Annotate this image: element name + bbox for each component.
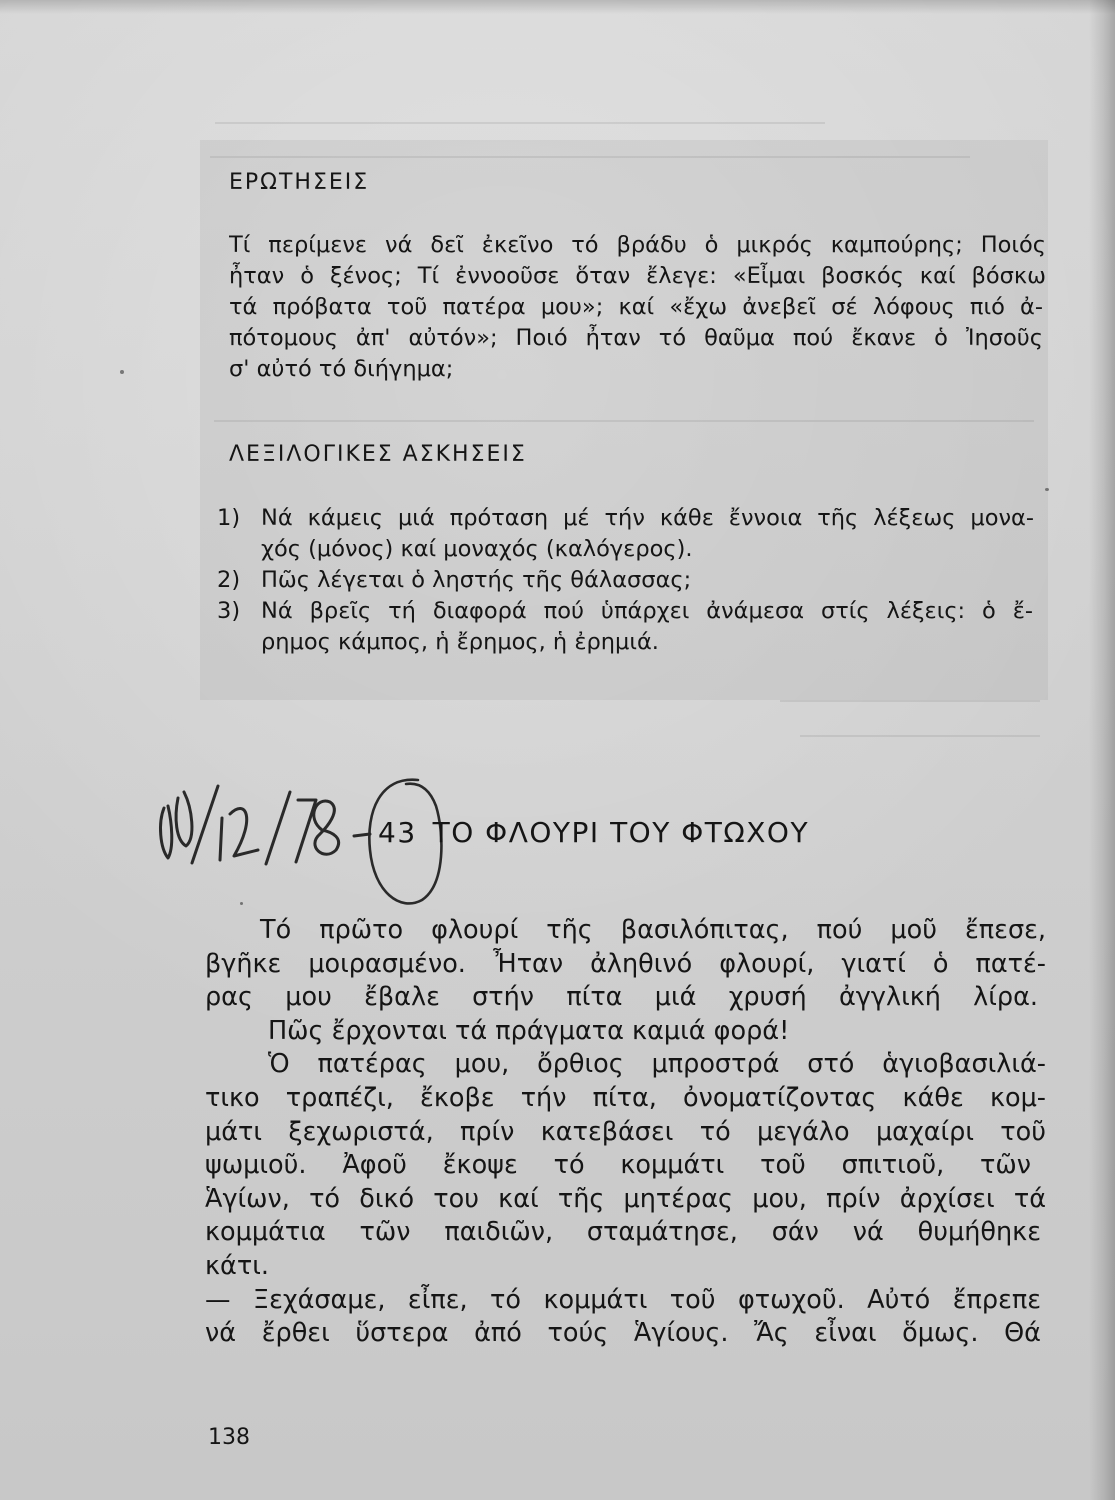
page-number: 138 [208,1425,250,1450]
story-line: ρας μου ἔβαλε στήν πίτα μιά χρυσή ἀγγλική λίρα. [205,982,1038,1013]
story-line: — Ξεχάσαμε, εἶπε, τό κομμάτι τοῦ φτωχοῦ. Αὐτό ἔπρεπε [205,1284,1041,1315]
question-line: ἦταν ὁ ξένος; Τί ἐννοοῦσε ὅταν ἔλεγε: «Εἶμαι βοσκός καί βόσκω [229,263,1046,289]
story-line: Ὁ πατέρας μου, ὄρθιος μπροστρά στό ἁγιοβασιλιά- [268,1049,1046,1080]
exercise-line: Πῶς λέγεται ὁ ληστής τῆς θάλασσας; [261,567,692,593]
exercise-number: 1) [217,505,241,531]
story-line: μάτι ξεχωριστά, πρίν κατεβάσει τό μεγάλο μαχαίρι τοῦ [205,1116,1046,1147]
story-line: κάτι. [205,1250,269,1281]
story-line: κομμάτια τῶν παιδιῶν, σταμάτησε, σάν νά θυμήθηκε [205,1217,1041,1248]
scan-shadow-top [0,0,1115,14]
exercise-item [217,596,1047,658]
exercises-heading: ΛΕΞΙΛΟΓΙΚΕΣ ΑΣΚΗΣΕΙΣ [229,442,527,467]
story-line: τικο τραπέζι, ἔκοβε τήν πίτα, ὀνοματίζοντας κάθε κομ- [205,1082,1046,1113]
questions-heading: ΕΡΩΤΗΣΕΙΣ [229,170,370,195]
chapter-title [378,816,809,849]
scan-speck [1045,488,1049,491]
question-line: Τί περίμενε νά δεῖ ἐκεῖνο τό βράδυ ὁ μικρός καμπούρης; Ποιός [229,232,1046,258]
exercise-number: 3) [217,598,241,624]
story-line: Πῶς ἔρχονται τά πράγματα καμιά φορά! [268,1015,790,1046]
bleed-through-line [780,700,1040,702]
story-line: νά ἔρθει ὕστερα ἀπό τούς Ἁγίους. Ἄς εἶναι ὅμως. Θά [205,1318,1041,1349]
chapter-number: 43 [378,816,417,849]
story-line: Ἁγίων, τό δικό του καί τῆς μητέρας μου, πρίν ἀρχίσει τά [205,1183,1046,1214]
question-line: πότομους ἀπ' αὐτόν»; Ποιό ἦταν τό θαῦμα πού ἔκανε ὁ Ἰησοῦς [229,325,1043,351]
scan-shadow-right [1089,0,1115,1500]
question-line: τά πρόβατα τοῦ πατέρα μου»; καί «ἔχω ἀνεβεῖ σέ λόφους πιό ἀ- [229,294,1043,320]
questions-paragraph [229,230,1049,385]
bleed-through-line [214,420,1034,422]
exercise-line: Νά βρεῖς τή διαφορά πού ὑπάρχει ἀνάμεσα στίς λέξεις: ὁ ἔ- [261,598,1033,624]
story-line: ψωμιοῦ. Ἀφοῦ ἔκοψε τό κομμάτι τοῦ σπιτιοῦ, τῶν [205,1150,1031,1181]
story-line: Τό πρῶτο φλουρί τῆς βασιλόπιτας, πού μοῦ ἔπεσε, [260,915,1046,945]
exercise-line: ρημος κάμπος, ἡ ἔρημος, ἡ ἐρημιά. [261,629,659,655]
exercise-line: χός (μόνος) καί μοναχός (καλόγερος). [261,536,693,562]
exercise-number: 2) [217,567,241,593]
story-text [205,914,1050,1351]
scan-speck [240,902,243,905]
bleed-through-line [210,156,970,158]
question-line: σ' αὐτό τό διήγημα; [229,356,454,382]
scan-speck [120,370,124,374]
story-line: βγῆκε μοιρασμένο. Ἦταν ἀληθινό φλουρί, γιατί ὁ πατέ- [205,948,1046,979]
exercise-item [217,565,1047,596]
bleed-through-line [800,735,1040,737]
exercise-line: Νά κάμεις μιά πρόταση μέ τήν κάθε ἔννοια τῆς λέξεως μονα- [261,505,1034,531]
chapter-title-text: ΤΟ ΦΛΟΥΡΙ ΤΟΥ ΦΤΩΧΟΥ [432,816,810,849]
bleed-through-line [215,122,825,124]
exercise-item [217,503,1047,565]
exercises-list [217,503,1047,658]
